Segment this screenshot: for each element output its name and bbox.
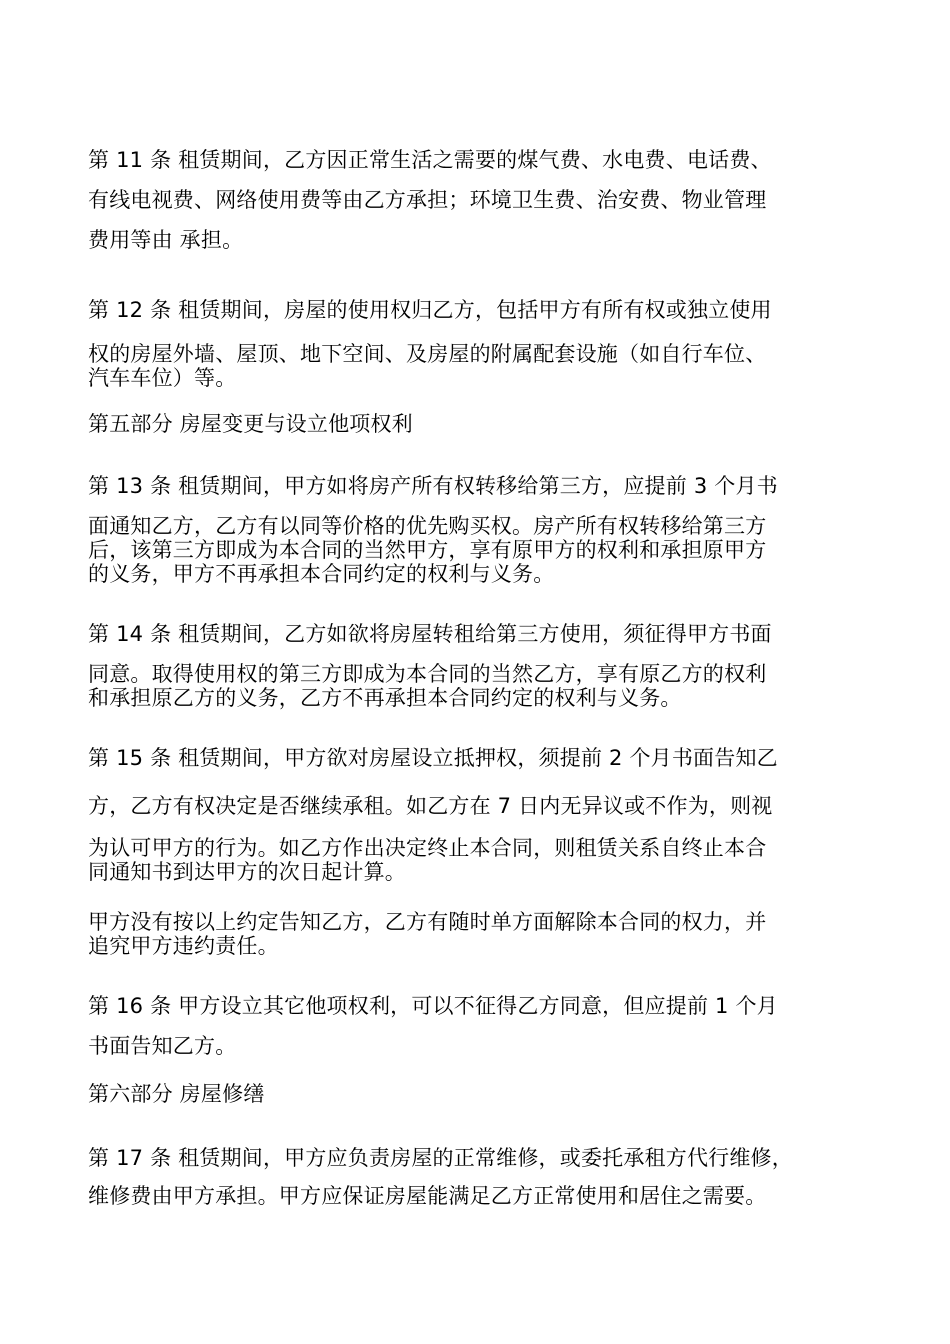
text-line: 费用等由 承担。 xyxy=(88,228,244,252)
text-line: 汽车车位）等。 xyxy=(88,366,237,390)
text-line: 第 13 条 租赁期间，甲方如将房产所有权转移给第三方，应提前 3 个月书 xyxy=(88,474,778,498)
text-line: 面通知乙方，乙方有以同等价格的优先购买权。房产所有权转移给第三方 xyxy=(88,514,767,538)
text-line: 同意。取得使用权的第三方即成为本合同的当然乙方，享有原乙方的权利 xyxy=(88,662,767,686)
text-line: 第 17 条 租赁期间，甲方应负责房屋的正常维修，或委托承租方代行维修， xyxy=(88,1146,793,1170)
text-line: 的义务，甲方不再承担本合同约定的权利与义务。 xyxy=(88,562,555,586)
text-line: 权的房屋外墙、屋顶、地下空间、及房屋的附属配套设施（如自行车位、 xyxy=(88,342,767,366)
section-heading: 第五部分 房屋变更与设立他项权利 xyxy=(88,412,413,436)
text-line: 维修费由甲方承担。甲方应保证房屋能满足乙方正常使用和居住之需要。 xyxy=(88,1184,767,1208)
text-line: 第 12 条 租赁期间，房屋的使用权归乙方，包括甲方有所有权或独立使用 xyxy=(88,298,772,322)
section-heading: 第六部分 房屋修缮 xyxy=(88,1082,265,1106)
text-line: 第 14 条 租赁期间，乙方如欲将房屋转租给第三方使用，须征得甲方书面 xyxy=(88,622,772,646)
text-line: 追究甲方违约责任。 xyxy=(88,934,279,958)
text-line: 后，该第三方即成为本合同的当然甲方，享有原甲方的权利和承担原甲方 xyxy=(88,538,767,562)
text-line: 书面告知乙方。 xyxy=(88,1034,237,1058)
text-line: 有线电视费、网络使用费等由乙方承担；环境卫生费、治安费、物业管理 xyxy=(88,188,767,212)
text-line: 第 15 条 租赁期间，甲方欲对房屋设立抵押权，须提前 2 个月书面告知乙 xyxy=(88,746,778,770)
text-line: 第 11 条 租赁期间，乙方因正常生活之需要的煤气费、水电费、电话费、 xyxy=(88,148,772,172)
text-line: 和承担原乙方的义务，乙方不再承担本合同约定的权利与义务。 xyxy=(88,686,682,710)
text-line: 方，乙方有权决定是否继续承租。如乙方在 7 日内无异议或不作为，则视 xyxy=(88,794,773,818)
text-line: 同通知书到达甲方的次日起计算。 xyxy=(88,860,406,884)
text-line: 为认可甲方的行为。如乙方作出决定终止本合同，则租赁关系自终止本合 xyxy=(88,836,767,860)
text-line: 第 16 条 甲方设立其它他项权利，可以不征得乙方同意，但应提前 1 个月 xyxy=(88,994,778,1018)
text-line: 甲方没有按以上约定告知乙方，乙方有随时单方面解除本合同的权力，并 xyxy=(88,910,767,934)
